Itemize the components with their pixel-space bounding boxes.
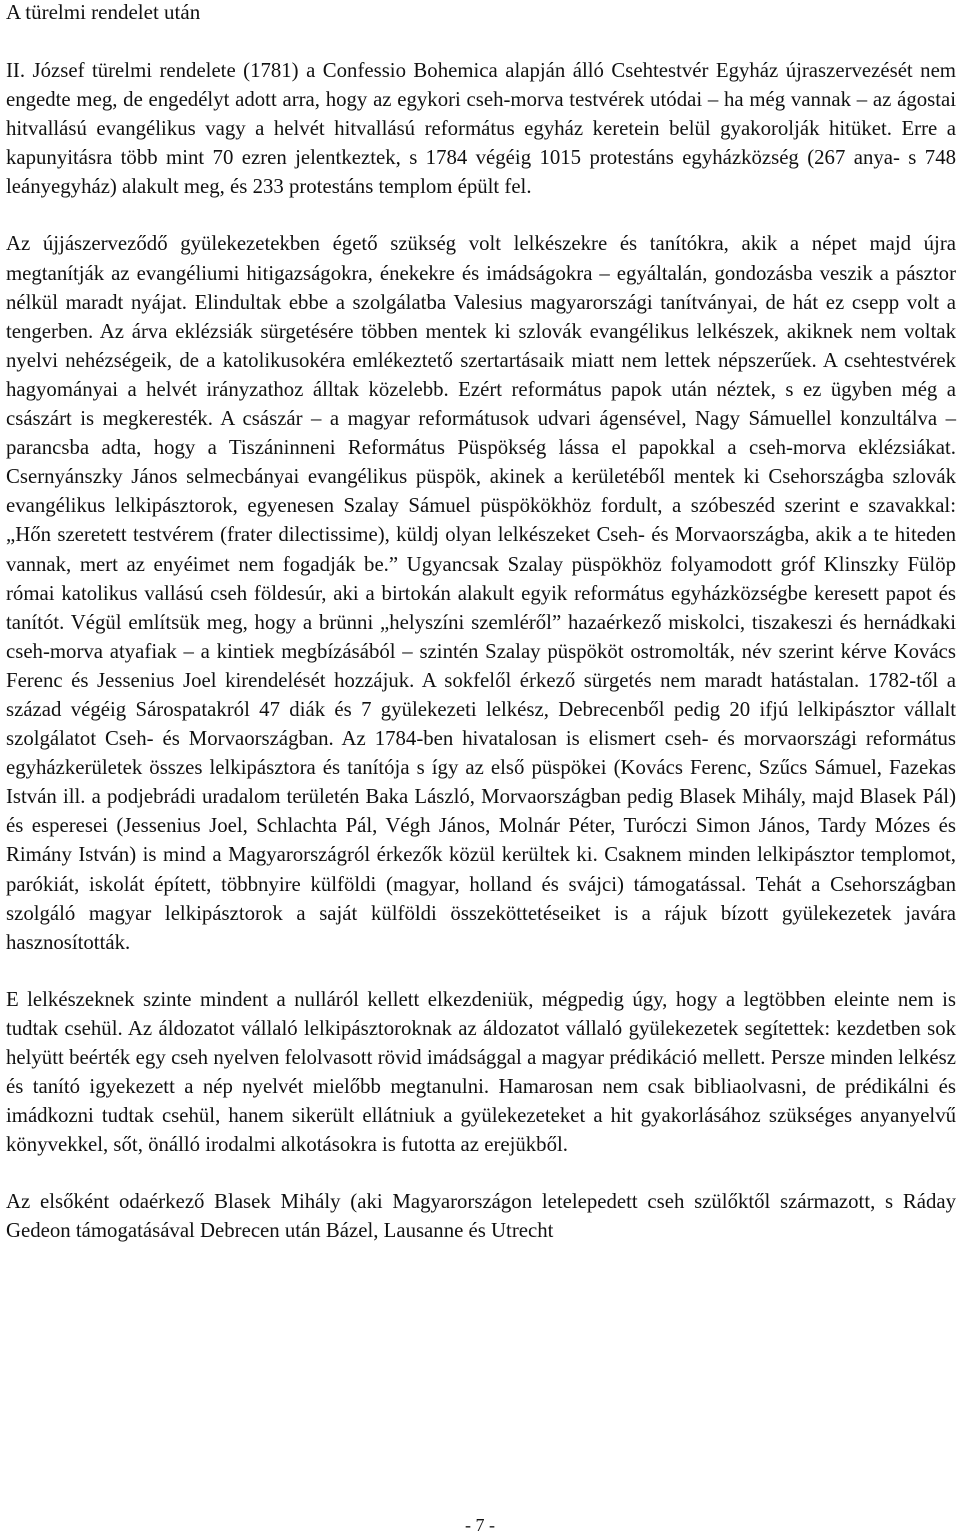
document-page	[6, 0, 956, 1246]
paragraph-4: Az elsőként odaérkező Blasek Mihály (aki Magyarországon letelepedett cseh szülőktől származott, s Ráday Gedeon támogatásával Debrecen után Bázel, Lausanne és Utrecht	[6, 1190, 956, 1243]
page-title: A türelmi rendelet után	[6, 0, 201, 24]
page-number: - 7 -	[465, 1515, 495, 1535]
paragraph-2: Az újjászerveződő gyülekezetekben égető szükség volt lelkészekre és tanítókra, akik a népet majd újra megtanítják az evangéliumi hitigazságokra, énekekre és imádságokra – egyáltalán, gondozásba veszik a pásztor nélkül maradt nyájat. Elindultak ebbe a szolgálatba Valesius magyarországi tanítványai, de hát ez csepp volt a tengerben. Az árva eklézsiák sürgetésére többen mentek ki szlovák evangélikus lelkészek, akiknek nem voltak nyelvi nehézségeik, de a katolikusokéra emlékeztető szertartásaik miatt nem lettek népszerűek. A csehtestvérek hagyományai a helvét irányzathoz álltak közelebb. Ezért református papok után néztek, s ez ügyben még a császárt is megkeresték. A császár – a magyar reformátusok udvari ágensével, Nagy Sámuellel konzultálva – parancsba adta, hogy a Tiszáninneni Református Püspökség lássa el papokkal a cseh-morva eklézsiákat. Csernyánszky János selmecbányai evangélikus püspök, akinek a kerületéből mentek ki Csehországba szlovák evangélikus lelkipásztorok, egyenesen Szalay Sámuel püspökökhöz fordult, a szóbeszéd szerint e szavakkal: „Hőn szeretett testvérem (frater dilectissime), küldj olyan lelkészeket Cseh- és Morvaországba, akik a te hiteden vannak, mert az enyéimet nem fogadják be.” Ugyancsak Szalay püspökhöz folyamodott gróf Klinszky Fülöp római katolikus vallású cseh földesúr, aki a birtokán alakult egyik református egyházközségbe keresett papot és tanítót. Végül említsük meg, hogy a brünni „helyszíni szemléről” hazaérkező miskolci, tiszakeszi és hernádkaki cseh-morva atyafiak – a kintiek megbízásából – szintén Szalay püspököt ostromolták, név szerint kérve Kovács Ferenc és Jessenius Joel kirendelését hozzájuk. A sokfelől érkező sürgetés nem maradt hatástalan. 1782-től a század végéig Sárospatakról 47 diák és 7 gyülekezeti lelkész, Debrecenből pedig 20 ifjú lelkipásztor vállalt szolgálatot Cseh- és Morvaországban. Az 1784-ben hivatalosan is elismert cseh- és morvaországi református egyházkerületek összes lelkipásztora és tanítója s így az első püspökei (Kovács Ferenc, Szűcs Sámuel, Fazekas István ill. a podjebrádi uradalom területén Baka László, Morvaországban pedig Blasek Mihály, majd Blasek Pál) és esperesei (Jessenius Joel, Schlachta Pál, Végh János, Molnár Péter, Turóczi Simon János, Tardy Mózes és Rimány István) is mind a Magyarországról érkezők közül kerültek ki. Csaknem minden lelkipásztor templomot, parókiát, iskolát épített, többnyire külföldi (magyar, holland és svájci) támogatással. Tehát a Csehországban szolgáló magyar lelkipásztorok a saját külföldi összeköttetéseiket is a rájuk bízott gyülekezetek javára hasznosították.	[6, 232, 956, 954]
paragraph-1: II. József türelmi rendelete (1781) a Confessio Bohemica alapján álló Csehtestvér Egyház újraszervezését nem engedte meg, de engedélyt adott arra, hogy az egykori cseh-morva testvérek utódai – ha még vannak – az ágostai hitvallású evangélikus vagy a helvét hitvallású református egyház keretein belül gyakorolják hitüket. Erre a kapunyitásra több mint 70 ezren jelentkeztek, s 1784 végéig 1015 protestáns egyházközség (267 anya- s 748 leányegyház) alakult meg, és 233 protestáns templom épült fel.	[6, 59, 956, 199]
paragraph-3: E lelkészeknek szinte mindent a nulláról kellett elkezdeniük, mégpedig úgy, hogy a legtöbben eleinte nem is tudtak csehül. Az áldozatot vállaló lelkipásztoroknak az áldozatot vállaló gyülekezetek segítettek: kezdetben sok helyütt beérték egy cseh nyelven felolvasott rövid imádsággal a magyar prédikáció mellett. Persze minden lelkész és tanító igyekezett a nép nyelvét mielőbb megtanulni. Hamarosan nem csak bibliaolvasni, de prédikálni és imádkozni tudtak csehül, hanem sikerült ellátniuk a gyülekezeteket a hit gyakorlásához szükséges anyanyelvű könyvekkel, sőt, önálló irodalmi alkotásokra is futotta az erejükből.	[6, 987, 956, 1157]
